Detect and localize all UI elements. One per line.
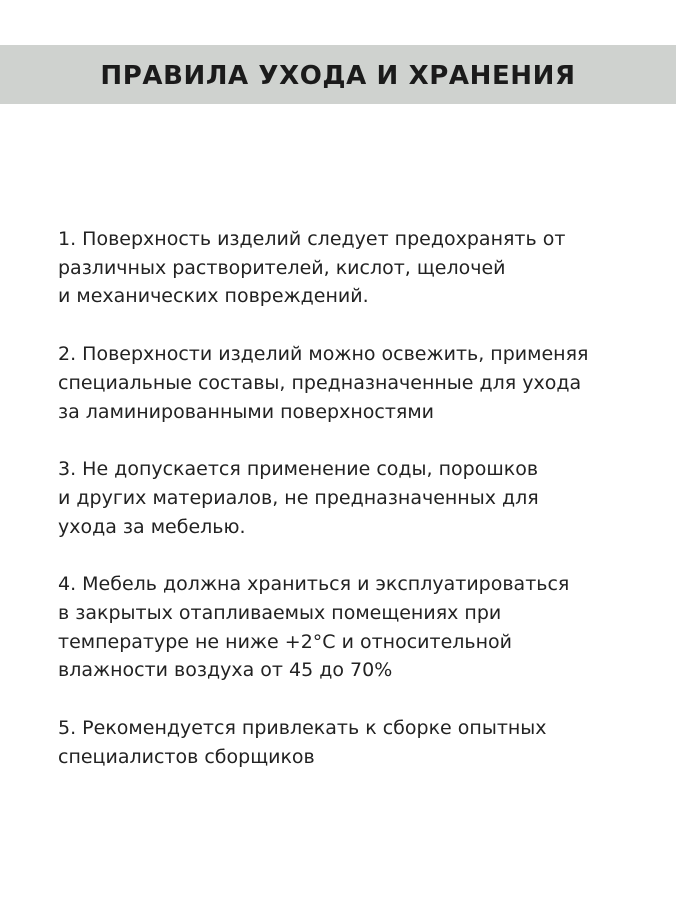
rule-line: 2. Поверхности изделий можно освежить, применяя: [58, 343, 589, 366]
rule-item-3: [58, 455, 663, 541]
rules-list: [58, 225, 663, 801]
rule-item-1: [58, 225, 663, 311]
rule-line: и других материалов, не предназначенных для: [58, 486, 539, 509]
rule-item-2: [58, 340, 663, 426]
rule-line: специальные составы, предназначенные для ухода: [58, 371, 582, 394]
rule-item-4: [58, 570, 663, 685]
rule-line: влажности воздуха от 45 до 70%: [58, 659, 393, 682]
rule-line: специалистов сборщиков: [58, 745, 315, 768]
rule-line: температуре не ниже +2°С и относительной: [58, 630, 513, 653]
header-band: [0, 45, 676, 104]
rule-line: в закрытых отапливаемых помещениях при: [58, 602, 502, 625]
rule-item-5: [58, 714, 663, 771]
rule-line: за ламинированными поверхностями: [58, 400, 435, 423]
rule-line: 3. Не допускается применение соды, порошков: [58, 458, 539, 481]
rule-line: ухода за мебелью.: [58, 515, 246, 538]
rule-line: 4. Мебель должна храниться и эксплуатироваться: [58, 573, 570, 596]
rule-line: и механических повреждений.: [58, 285, 369, 308]
page-title: ПРАВИЛА УХОДА И ХРАНЕНИЯ: [100, 60, 576, 91]
rule-line: 5. Рекомендуется привлекать к сборке опытных: [58, 717, 547, 740]
rule-line: 1. Поверхность изделий следует предохранять от: [58, 228, 566, 250]
rule-line: различных растворителей, кислот, щелочей: [58, 256, 506, 279]
